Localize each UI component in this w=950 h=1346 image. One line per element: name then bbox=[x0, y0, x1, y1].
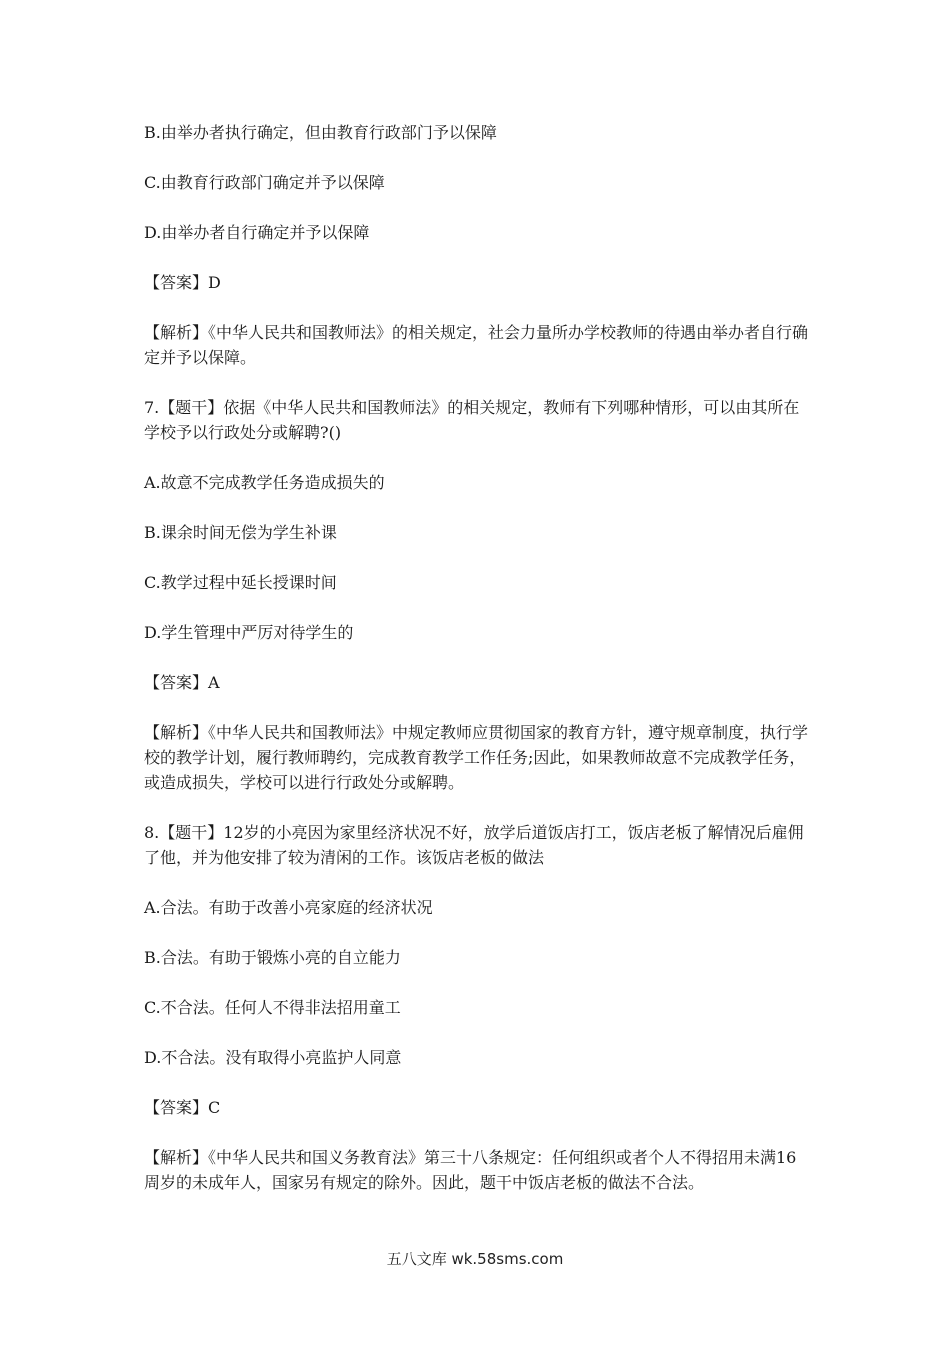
q7-option-b: B.课余时间无偿为学生补课 bbox=[144, 523, 337, 542]
q6-option-b: B.由举办者执行确定，但由教育行政部门予以保障 bbox=[144, 123, 497, 142]
page-footer-watermark: 五八文库 wk.58sms.com bbox=[386, 1250, 564, 1268]
q6-explanation: 【解析】《中华人民共和国教师法》的相关规定，社会力量所办学校教师的待遇由举办者自行确定并予以保障。 bbox=[144, 323, 809, 367]
q8-stem: 8.【题干】12岁的小亮因为家里经济状况不好，放学后道饭店打工，饭店老板了解情况后雇佣了他，并为他安排了较为清闲的工作。该饭店老板的做法 bbox=[144, 823, 804, 867]
q6-answer: 【答案】D bbox=[144, 273, 221, 292]
q7-explanation: 【解析】《中华人民共和国教师法》中规定教师应贯彻国家的教育方针，遵守规章制度，执行学校的教学计划，履行教师聘约，完成教育教学工作任务;因此，如果教师故意不完成教学任务，或造成损失，学校可以进行行政处分或解聘。 bbox=[144, 723, 809, 792]
q7-option-d: D.学生管理中严厉对待学生的 bbox=[144, 623, 354, 642]
q8-explanation: 【解析】《中华人民共和国义务教育法》第三十八条规定：任何组织或者个人不得招用未满16周岁的未成年人，国家另有规定的除外。因此，题干中饭店老板的做法不合法。 bbox=[144, 1148, 797, 1192]
q7-option-c: C.教学过程中延长授课时间 bbox=[144, 573, 337, 592]
q7-option-a: A.故意不完成教学任务造成损失的 bbox=[144, 473, 385, 492]
q8-option-b: B.合法。有助于锻炼小亮的自立能力 bbox=[144, 948, 401, 967]
q7-answer: 【答案】A bbox=[144, 673, 220, 692]
q6-option-d: D.由举办者自行确定并予以保障 bbox=[144, 223, 370, 242]
q8-answer: 【答案】C bbox=[144, 1098, 221, 1117]
q8-option-a: A.合法。有助于改善小亮家庭的经济状况 bbox=[144, 898, 433, 917]
document-body bbox=[144, 120, 809, 1220]
q7-stem: 7.【题干】依据《中华人民共和国教师法》的相关规定，教师有下列哪种情形，可以由其所在学校予以行政处分或解聘?() bbox=[144, 398, 800, 442]
q8-option-c: C.不合法。任何人不得非法招用童工 bbox=[144, 998, 401, 1017]
q8-option-d: D.不合法。没有取得小亮监护人同意 bbox=[144, 1048, 402, 1067]
q6-option-c: C.由教育行政部门确定并予以保障 bbox=[144, 173, 385, 192]
